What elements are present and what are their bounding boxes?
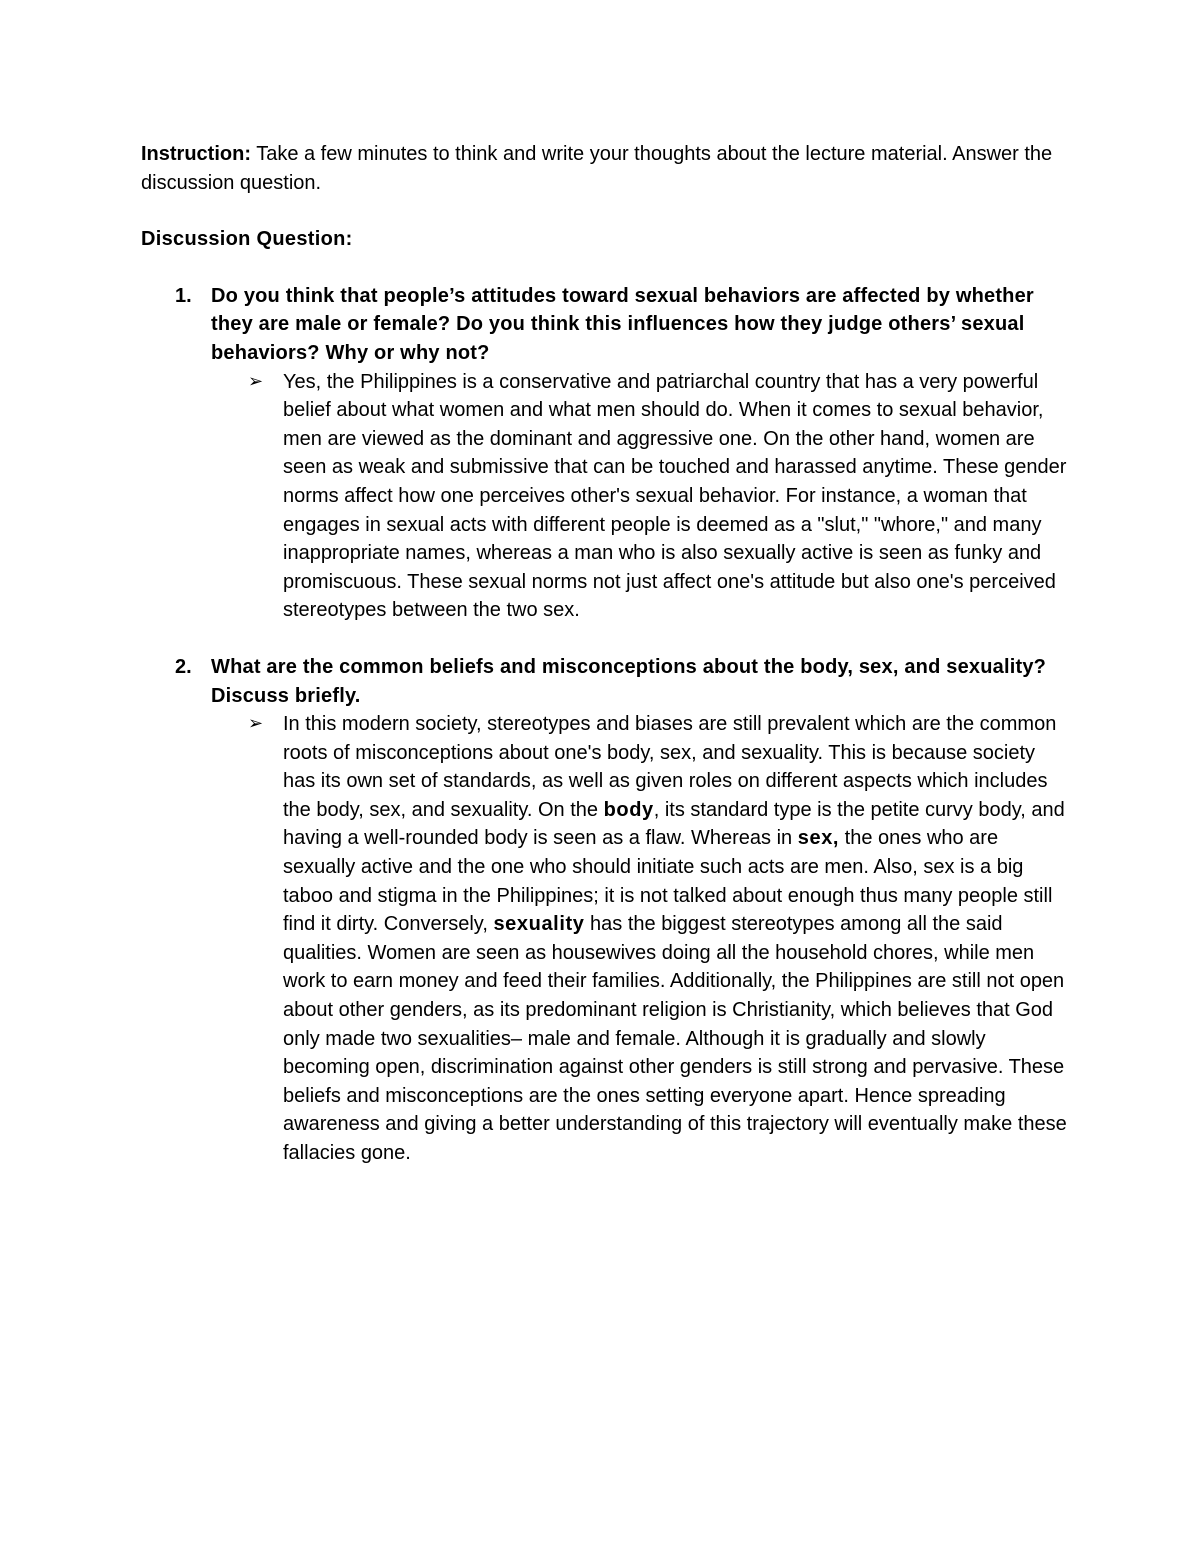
question-item-2 <box>141 653 1071 1168</box>
answer-text-segment: , its standard type is the petite curvy body, and having a well-rounded body is seen as a flaw. Whereas in <box>283 798 1065 850</box>
answer-text-segment: has the biggest stereotypes among all the said qualities. Women are seen as housewives doing all the household chores, while men work to earn money and feed their families. Additionally, the Philippines are still not open about other genders, as its predominant religion is Christianity, which believes that God only made two sexualities– male and female. Although it is gradually and slowly becoming open, discrimination against other genders is still strong and pervasive. These beliefs and misconceptions are the ones setting everyone apart. Hence spreading awareness and giving a better understanding of this trajectory will eventually make these fallacies gone. <box>283 913 1067 1164</box>
discussion-heading: Discussion Question: <box>141 228 353 251</box>
answer-list <box>211 710 1071 1168</box>
emphasis-sex: sex, <box>797 827 840 850</box>
answer-item <box>211 368 1071 625</box>
instruction-paragraph <box>141 140 1071 197</box>
question-item-1 <box>141 282 1071 625</box>
document-content <box>141 140 1071 1168</box>
question-text: Do you think that people’s attitudes toward sexual behaviors are affected by whether they are male or female? Do you think this influences how they judge others’ sexual behaviors? Why or why not? <box>211 284 1034 364</box>
question-number: 1. <box>175 284 192 307</box>
emphasis-sexuality: sexuality <box>493 913 585 936</box>
answer-text: Yes, the Philippines is a conservative and patriarchal country that has a very powerful belief about what women and what men should do. When it comes to sexual behavior, men are viewed as the dominant and aggressive one. On the other hand, women are seen as weak and submissive that can be touched and harassed anytime. These gender norms affect how one perceives other's sexual behavior. For instance, a woman that engages in sexual acts with different people is deemed as a "slut," "whore," and many inappropriate names, whereas a man who is also sexually active is seen as funky and promiscuous. These sexual norms not just affect one's attitude but also one's perceived stereotypes between the two sex. <box>283 370 1067 622</box>
answer-text-segment: In this modern society, stereotypes and biases are still prevalent which are the common roots of misconceptions about one's body, sex, and sexuality. This is because society has its own set of standards, as well as given roles on different aspects which includes the body, sex, and sexuality. On the <box>283 713 1057 821</box>
arrowhead-bullet-icon: ➢ <box>248 370 264 392</box>
question-number: 2. <box>175 655 192 678</box>
arrowhead-bullet-icon: ➢ <box>248 713 264 735</box>
answer-text-segment: the ones who are sexually active and the one who should initiate such acts are men. Also, sex is a big taboo and stigma in the Philippines; it is not talked about enough thus many people still find it dirty. Conversely, <box>283 827 1053 936</box>
answer-text <box>283 710 1071 1168</box>
answer-list <box>211 368 1071 625</box>
question-text: What are the common beliefs and misconceptions about the body, sex, and sexuality? Discuss briefly. <box>211 655 1047 707</box>
instruction-label: Instruction: <box>141 143 251 165</box>
answer-item <box>211 710 1071 1168</box>
instruction-text: Take a few minutes to think and write your thoughts about the lecture material. Answer the discussion question. <box>141 143 1053 194</box>
emphasis-body: body <box>603 798 654 821</box>
question-list <box>141 282 1071 1168</box>
